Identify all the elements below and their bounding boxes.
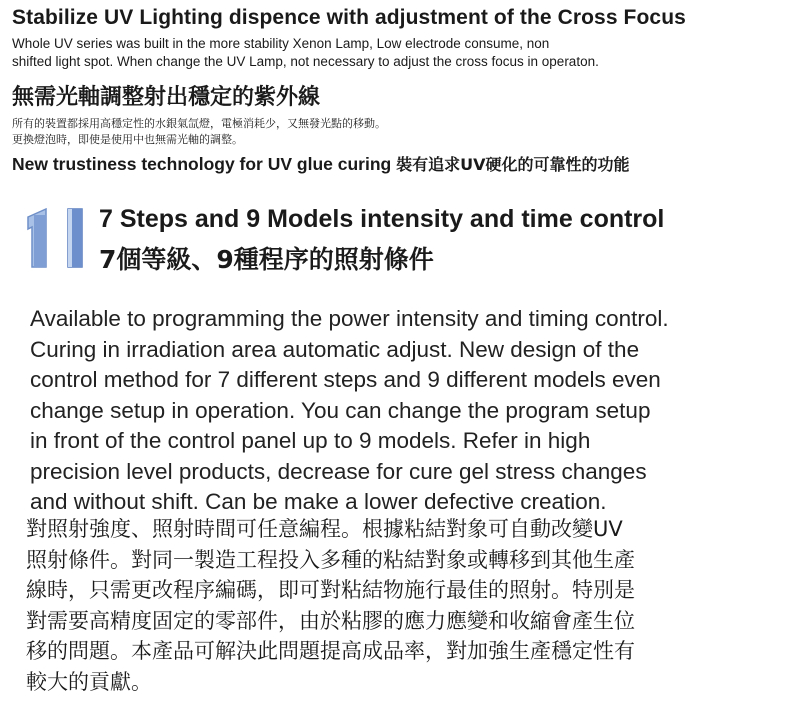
body-en-line: Available to programming the power intensity and timing control. [30,306,669,331]
body-text-zh [26,514,776,697]
section-heading-en: 7 Steps and 9 Models intensity and time control [99,205,665,233]
tagline [12,152,629,175]
body-zh-line: 對需要高精度固定的零部件，由於粘膠的應力應變和收縮會產生位 [26,608,635,633]
body-zh-line: 照射條件。對同一製造工程投入多種的粘結對象或轉移到其他生產 [26,547,635,572]
section-number-1-icon [24,205,88,271]
body-zh-line: 移的問題。本產品可解決此問題提高成品率，對加強生產穩定性有 [26,639,635,663]
body-en-line: change setup in operation. You can change the program setup [30,397,651,423]
zh-subtitle-line: 更換燈泡時，即使是使用中也無需光軸的調整。 [12,133,243,146]
subtitle-line: Whole UV series was built in the more stability Xenon Lamp, Low electrode consume, non [12,36,550,51]
section-heading-zh: 7個等級、9種程序的照射條件 [99,245,434,274]
page-title: Stabilize UV Lighting dispence with adjustment of the Cross Focus [12,6,686,29]
tagline-zh: 裝有追求UV硬化的可靠性的功能 [396,155,630,174]
body-en-line: in front of the control panel up to 9 models. Refer in high [30,428,591,453]
body-zh-line: 線時，只需更改程序編碼，即可對粘結物施行最佳的照射。特別是 [26,578,635,602]
body-en-line: and without shift. Can be make a lower defective creation. [30,489,607,514]
zh-subtitle-line: 所有的裝置都採用高穩定性的水銀氣氙燈，電極消耗少，又無發光點的移動。 [12,117,386,130]
zh-subtitle [12,116,712,148]
subtitle-line: shifted light spot. When change the UV Lamp, not necessary to adjust the cross focus in operaton. [12,54,599,69]
subtitle [12,35,782,71]
body-en-line: Curing in irradiation area automatic adjust. New design of the [30,336,640,362]
tagline-en: New trustiness technology for UV glue curing [12,154,397,174]
body-text-en [30,304,770,518]
body-zh-line: 對照射強度、照射時間可任意編程。根據粘結對象可自動改變UV [26,517,623,541]
body-en-line: precision level products, decrease for cure gel stress changes [30,458,647,484]
body-en-line: control method for 7 different steps and 9 different models even [30,367,661,392]
body-zh-line: 較大的貢獻。 [26,669,152,694]
zh-title: 無需光軸調整射出穩定的紫外線 [12,85,321,110]
